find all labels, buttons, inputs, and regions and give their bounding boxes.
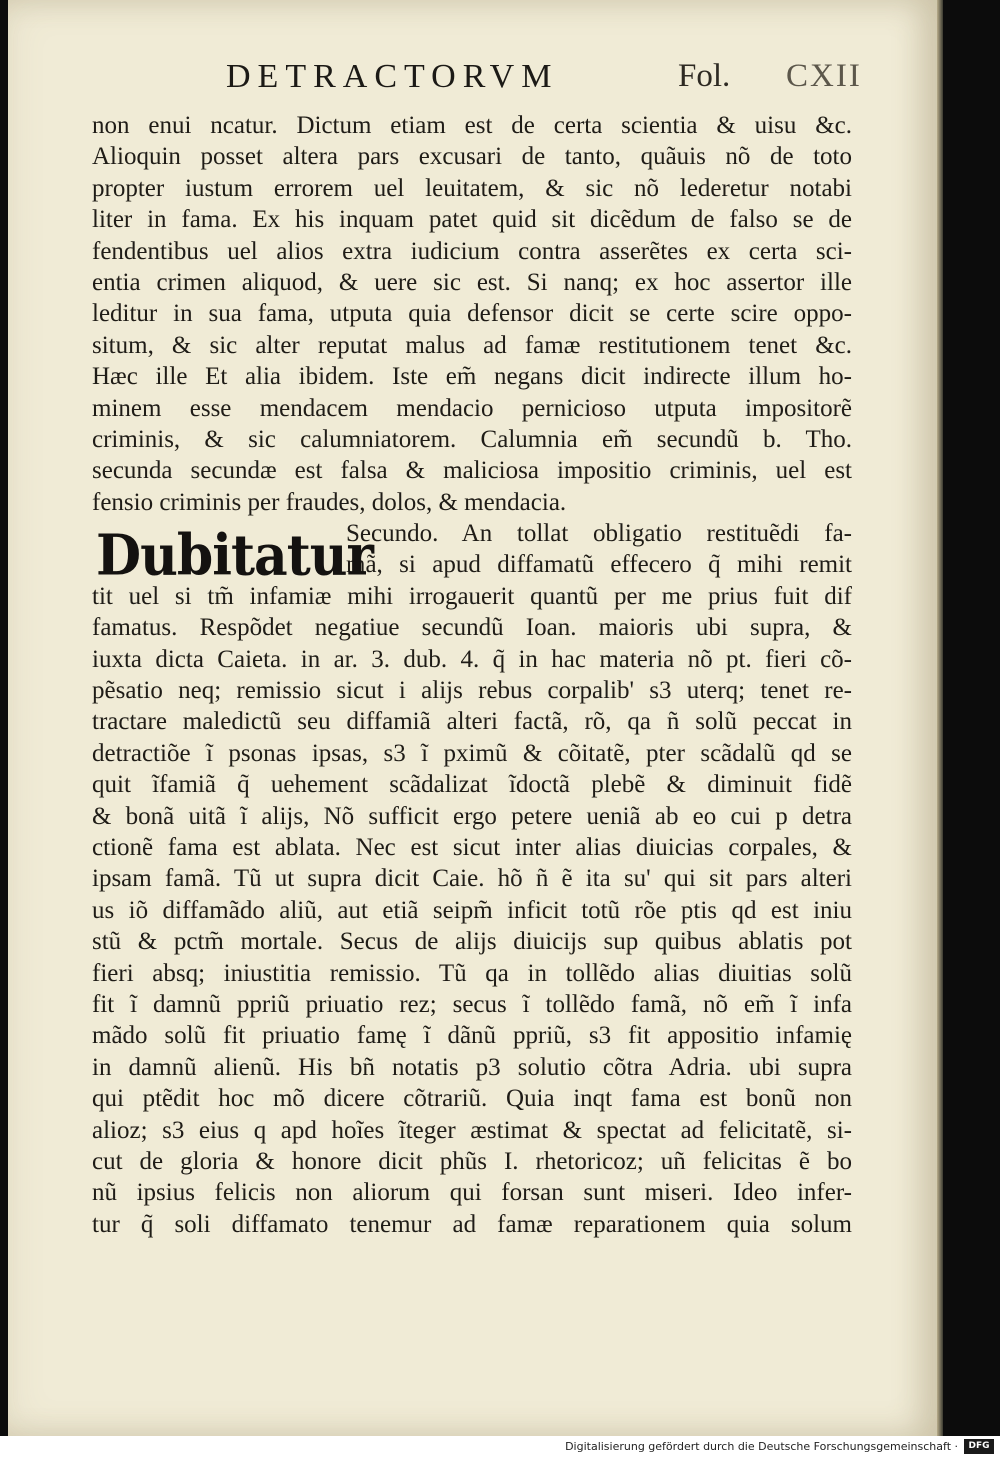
text-block (92, 110, 852, 1240)
text-line-indented: Secundo. An tollat obligatio restituẽdi fa- (346, 520, 852, 548)
text-line: tit uel si tm̃ infamiæ mihi irrogauerit quantũ per me prius fuit dif (92, 582, 852, 610)
paragraph-1 (92, 110, 852, 518)
text-line: secunda secundæ est falsa & maliciosa impositio criminis, uel est (92, 457, 852, 485)
text-line: ipsam famã. Tũ ut supra dicit Caie. hõ ñ ẽ ita su' qui sit pars alteri (92, 865, 852, 893)
book-page (8, 0, 937, 1436)
text-line: stũ & pctm̃ mortale. Secus de alijs diuicijs sup quibus ablatis pot (92, 928, 852, 956)
text-line: us iõ diffamãdo aliũ, aut etiã seipm̃ inficit totũ rõe ptis qd est iniu (92, 896, 852, 924)
text-line: criminis, & sic calumniatorem. Calumnia em̃ secundũ b. Tho. (92, 425, 852, 453)
text-line: propter iustum errorem uel leuitatem, & sic nõ lederetur notabi (92, 174, 852, 202)
text-line: Alioquin posset altera pars excusari de tanto, quãuis nõ de toto (92, 143, 852, 171)
text-line: situm, & sic alter reputat malus ad famæ restitutionem tenet &c. (92, 331, 852, 359)
paragraph-2 (92, 518, 852, 1240)
text-line: fit ĩ damnũ ppriũ priuatio rez; secus ĩ tollẽdo famã, nõ em̃ ĩ infa (92, 990, 852, 1018)
text-line: fensio criminis per fraudes, dolos, & mendacia. (92, 488, 567, 516)
text-line: entia crimen aliquod, & uere sic est. Si nanq; ex hoc assertor ille (92, 268, 852, 296)
funding-note: Digitalisierung gefördert durch die Deutsche Forschungsgemeinschaft · (565, 1440, 958, 1453)
text-line: in damnũ alienũ. His bñ notatis p3 solutio cõtra Adria. ubi supra (92, 1053, 852, 1081)
running-title: DETRACTORVM (226, 58, 559, 95)
page-edge-shadow (937, 0, 943, 1436)
text-line: minem esse mendacem mendacio pernicioso utputa impositorẽ (92, 394, 852, 422)
text-line: nũ ipsius felicis non aliorum qui forsan sunt miseri. Ideo infer- (92, 1179, 852, 1207)
text-line: ctionẽ fama est ablata. Nec est sicut inter alias diuicias corpales, & (92, 833, 852, 861)
text-line: famatus. Respõdet negatiue secundũ Ioan. maioris ubi supra, & (92, 614, 852, 642)
text-line: fieri absq; iniustitia remissio. Tũ qa in tollẽdo alias diuitias solũ (92, 959, 852, 987)
text-line: tractare maledictũ seu diffamiã alteri factã, rõ, qa ñ solũ peccat in (92, 708, 852, 736)
text-line: Hæc ille Et alia ibidem. Iste em̃ negans dicit indirecte illum ho- (92, 363, 852, 391)
folio-label: Fol. (678, 58, 731, 94)
folio-number: CXII (786, 58, 862, 94)
text-line: qui ptẽdit hoc mõ dicere cõtrariũ. Quia inqt fama est bonũ non (92, 1085, 852, 1113)
text-line: tur q̃ soli diffamato tenemur ad famæ reparationem quia solum (92, 1210, 852, 1238)
text-line: alioz; s3 eius q apd hoĩes ĩteger æstimat & spectat ad felicitatẽ, si- (92, 1116, 852, 1144)
text-line: cut de gloria & honore dicit phũs I. rhetoricoz; uñ felicitas ẽ bo (92, 1147, 852, 1175)
text-line: & bonã uitã ĩ alijs, Nõ sufficit ergo petere ueniã ab eo cui p detra (92, 802, 852, 830)
blackletter-initial-word: Dubitatur (96, 522, 373, 589)
dfg-logo: DFG (964, 1439, 994, 1454)
text-line: detractiõe ĩ psonas ipsas, s3 ĩ pximũ & cõitatẽ, pter scãdalũ qd se (92, 739, 852, 767)
text-line: pẽsatio neq; remissio sicut i alijs rebus corpalib' s3 uterq; tenet re- (92, 677, 852, 705)
footer-bar (0, 1436, 1000, 1460)
text-line: quit ĩfamiã q̃ uehement scãdalizat ĩdoctã plebẽ & diminuit fidẽ (92, 771, 852, 799)
text-line: leditur in sua fama, utputa quia defensor dicit se certe scire oppo- (92, 300, 852, 328)
text-line: mãdo solũ fit priuatio famę ĩ dãnũ ppriũ, s3 fit appositio infamię (92, 1022, 852, 1050)
text-line-indented: mã, si apud diffamatũ effecero q̃ mihi remit (346, 551, 852, 579)
running-head (8, 58, 937, 102)
text-line: liter in fama. Ex his inquam patet quid sit dicẽdum de falso se de (92, 206, 852, 234)
text-line: fendentibus uel alios extra iudicium contra asserẽtes ex certa sci- (92, 237, 852, 265)
text-line: iuxta dicta Caieta. in ar. 3. dub. 4. q̃ in hac materia nõ pt. fieri cõ- (92, 645, 852, 673)
text-line: non enui ncatur. Dictum etiam est de certa scientia & uisu &c. (92, 112, 852, 139)
